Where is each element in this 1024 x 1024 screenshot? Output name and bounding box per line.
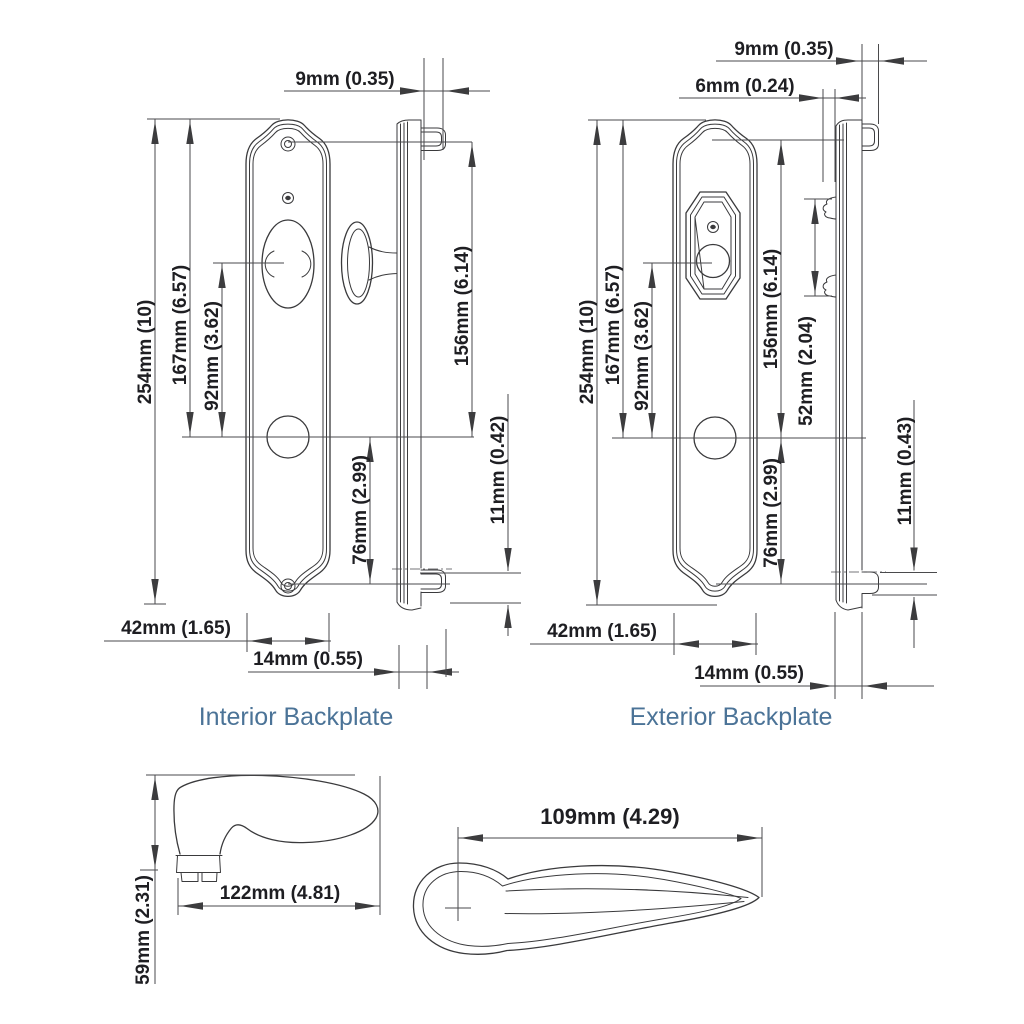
exterior-side-height-label: 156mm (6.14) (761, 248, 782, 370)
interior-dim-92mm (202, 263, 284, 437)
lever-top-dim-109mm (458, 804, 762, 921)
exterior-dim-92mm (632, 263, 712, 438)
interior-dim-9mm (284, 58, 490, 160)
exterior-hook-spacing-label: 52mm (2.04) (796, 316, 817, 426)
interior-hole-to-bottom-label: 76mm (2.99) (350, 455, 371, 565)
exterior-front-view (673, 120, 757, 597)
exterior-side-depth-label: 14mm (0.55) (694, 663, 804, 684)
lever-side-view (133, 775, 380, 985)
exterior-hole-to-bottom-label: 76mm (2.99) (761, 458, 782, 568)
interior-tab-width-label: 9mm (0.35) (295, 69, 395, 90)
interior-dim-14mm (248, 629, 459, 689)
exterior-backplate-view (530, 39, 937, 731)
exterior-tab-width-label: 9mm (0.35) (734, 39, 834, 60)
interior-tab-height-label: 11mm (0.42) (488, 415, 509, 525)
interior-backplate-view (104, 58, 521, 731)
interior-overall-height-label: 254mm (10) (135, 299, 156, 405)
lever-base-feet (181, 873, 217, 882)
interior-knob-to-hole-label: 92mm (3.62) (202, 301, 223, 411)
interior-caption: Interior Backplate (198, 703, 394, 731)
interior-top-screw (281, 137, 295, 151)
exterior-tab-height-label: 11mm (0.43) (895, 416, 916, 526)
exterior-cylinder-hole (697, 245, 730, 278)
exterior-caption: Exterior Backplate (629, 703, 833, 731)
interior-side-depth-label: 14mm (0.55) (253, 649, 363, 670)
lever-side-dim-122mm (178, 776, 380, 915)
exterior-side-hook-upper (823, 197, 836, 219)
interior-side-height-label: 156mm (6.14) (452, 245, 473, 367)
exterior-dim-52mm (796, 199, 832, 426)
exterior-cylinder-to-hole-label: 92mm (3.62) (632, 301, 653, 411)
exterior-side-view (823, 120, 886, 610)
lever-side-profile (174, 775, 378, 881)
exterior-plate-thickness-label: 6mm (0.24) (695, 76, 795, 97)
interior-dim-156mm (182, 142, 474, 437)
lever-top-length-label: 109mm (4.29) (540, 804, 680, 829)
interior-dim-42mm (104, 613, 331, 652)
exterior-side-top-tab (862, 124, 879, 151)
interior-thumbturn-hole (283, 193, 294, 204)
lever-height-label: 59mm (2.31) (133, 875, 154, 985)
exterior-side-bottom-tab (862, 572, 879, 594)
exterior-plate-width-label: 42mm (1.65) (547, 621, 657, 642)
interior-knob-profile (342, 222, 398, 304)
lever-side-dim-59mm (133, 775, 355, 985)
interior-dimensions (104, 58, 521, 689)
exterior-top-to-hole-label: 167mm (6.57) (603, 264, 624, 386)
interior-knob-cutout (262, 220, 314, 308)
interior-plate-width-label: 42mm (1.65) (121, 618, 231, 639)
exterior-overall-height-label: 254mm (10) (577, 299, 598, 405)
lever-length-label: 122mm (4.81) (219, 883, 341, 904)
interior-side-top-tab (421, 128, 446, 151)
interior-dim-76mm (288, 437, 450, 584)
exterior-dim-42mm (530, 613, 758, 655)
lever-top-view (413, 804, 762, 954)
exterior-dim-6mm (679, 76, 866, 182)
exterior-dim-167mm (603, 120, 624, 438)
exterior-side-hook-lower (823, 275, 836, 297)
interior-dim-11mm (420, 394, 521, 636)
interior-dim-167mm (170, 119, 191, 437)
exterior-keyhole (708, 222, 719, 233)
exterior-dim-11mm (872, 400, 937, 648)
interior-front-view (246, 120, 330, 597)
exterior-dim-14mm (694, 612, 934, 699)
exterior-cylinder-escutcheon (686, 192, 740, 299)
interior-plate-outline (246, 120, 330, 597)
interior-top-to-hole-label: 167mm (6.57) (170, 264, 191, 386)
lever-top-profile (413, 863, 759, 954)
